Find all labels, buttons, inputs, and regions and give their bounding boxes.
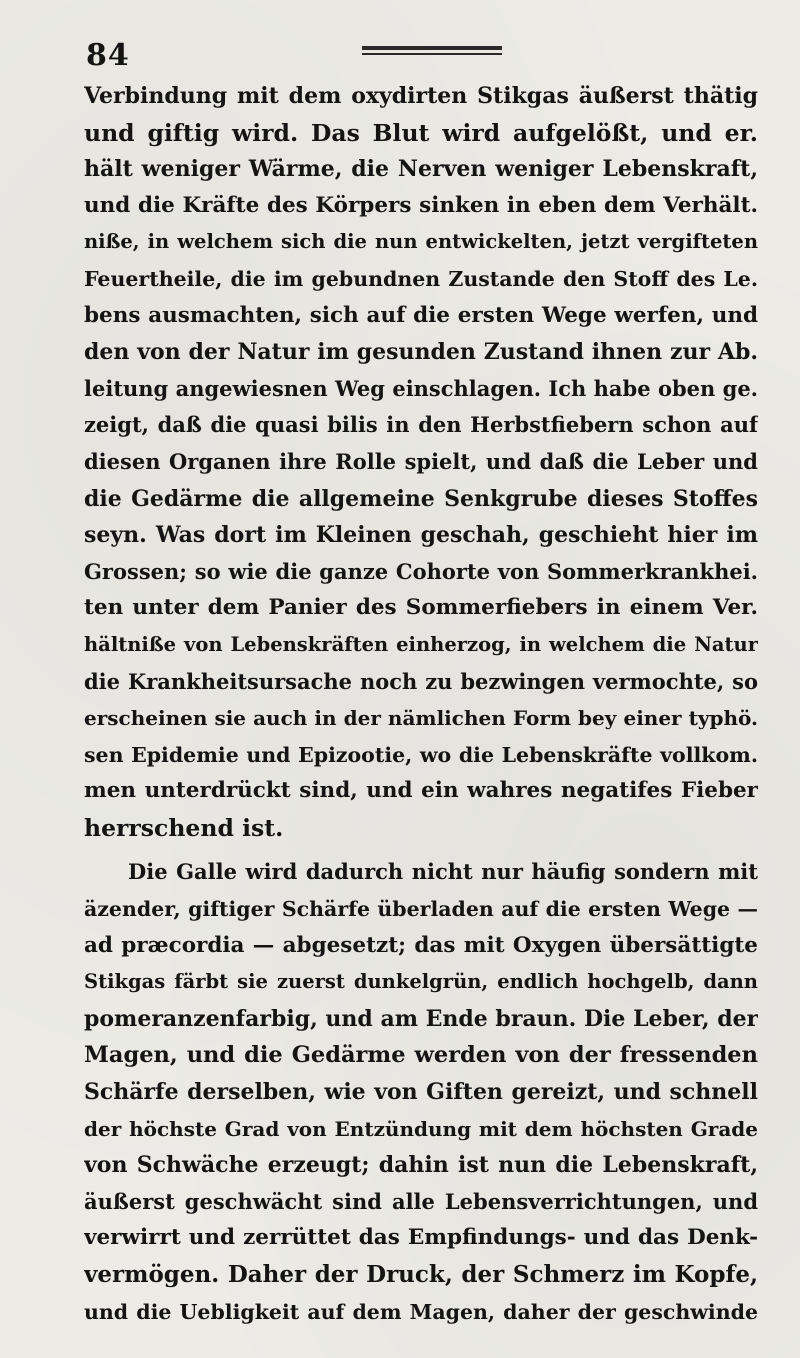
text-line: verwirrt und zerrüttet das Empfindungs- und das Denk-: [84, 1225, 758, 1251]
text-line: äzender, giftiger Schärfe überladen auf die ersten Wege —: [84, 897, 758, 922]
paragraph-2: [84, 854, 758, 1330]
text-line: pomeranzenfarbig, und am Ende braun. Die Leber, der: [84, 1005, 758, 1032]
text-line: Stikgas färbt sie zuerst dunkelgrün, endlich hochgelb, dann: [84, 970, 758, 994]
text-line: die Gedärme die allgemeine Senkgrube dieses Stoffes: [84, 485, 758, 512]
text-line: erscheinen sie auch in der nämlichen Form bey einer typhö.: [84, 706, 758, 731]
text-line: Schärfe derselben, wie von Giften gereizt, und schnell: [84, 1079, 758, 1106]
text-line: und die Kräfte des Körpers sinken in eben dem Verhält.: [84, 192, 758, 218]
text-line: men unterdrückt sind, und ein wahres negatifes Fieber: [84, 778, 758, 804]
text-line: ten unter dem Panier des Sommerfiebers in einem Ver.: [84, 595, 758, 621]
text-line: leitung angewiesnen Weg einschlagen. Ich habe oben ge.: [84, 375, 758, 401]
text-line: sen Epidemie und Epizootie, wo die Lebenskräfte vollkom.: [84, 742, 758, 767]
text-line: diesen Organen ihre Rolle spielt, und daß die Leber und: [84, 448, 758, 474]
paragraph-gap: [84, 846, 758, 854]
text-line: äußerst geschwächt sind alle Lebensverrichtungen, und: [84, 1188, 758, 1214]
text-line: hält weniger Wärme, die Nerven weniger Lebenskraft,: [84, 156, 758, 183]
text-line: bens ausmachten, sich auf die ersten Wege werfen, und: [84, 302, 758, 328]
text-line: zeigt, daß die quasi bilis in den Herbstfiebern schon auf: [84, 412, 758, 438]
text-line: Verbindung mit dem oxydirten Stikgas äußerst thätig: [84, 83, 758, 109]
header-rule: [362, 46, 502, 58]
text-line: hältniße von Lebenskräften einherzog, in welchem die Natur: [84, 632, 758, 656]
text-line: den von der Natur im gesunden Zustand ihnen zur Ab.: [84, 339, 758, 366]
page-number: 84: [86, 38, 130, 73]
text-line: ad præcordia — abgesetzt; das mit Oxygen übersättigte: [84, 932, 758, 958]
header-rule-thin: [362, 53, 502, 55]
text-line: Die Galle wird dadurch nicht nur häufig sondern mit: [128, 859, 758, 885]
text-line: und giftig wird. Das Blut wird aufgelößt, und er.: [84, 118, 758, 147]
text-line: herrschend ist.: [84, 813, 284, 842]
text-line: seyn. Was dort im Kleinen geschah, geschieht hier im: [84, 522, 758, 549]
paragraph-1: [84, 78, 758, 846]
header-rule-thick: [362, 46, 502, 50]
body-text: [84, 78, 758, 1330]
text-line: vermögen. Daher der Druck, der Schmerz im Kopfe,: [84, 1261, 758, 1288]
text-line: Grossen; so wie die ganze Cohorte von Sommerkrankhei.: [84, 558, 758, 584]
text-line: der höchste Grad von Entzündung mit dem höchsten Grade: [84, 1116, 758, 1141]
text-line: Magen, und die Gedärme werden von der fressenden: [84, 1042, 758, 1069]
text-line: Feuertheile, die im gebundnen Zustande den Stoff des Le.: [84, 266, 758, 291]
text-line: niße, in welchem sich die nun entwickelten, jetzt vergifteten: [84, 230, 758, 254]
text-line: die Krankheitsursache noch zu bezwingen vermochte, so: [84, 668, 758, 694]
text-line: und die Uebligkeit auf dem Magen, daher der geschwinde: [84, 1299, 758, 1324]
text-line: von Schwäche erzeugt; dahin ist nun die Lebenskraft,: [84, 1152, 758, 1179]
